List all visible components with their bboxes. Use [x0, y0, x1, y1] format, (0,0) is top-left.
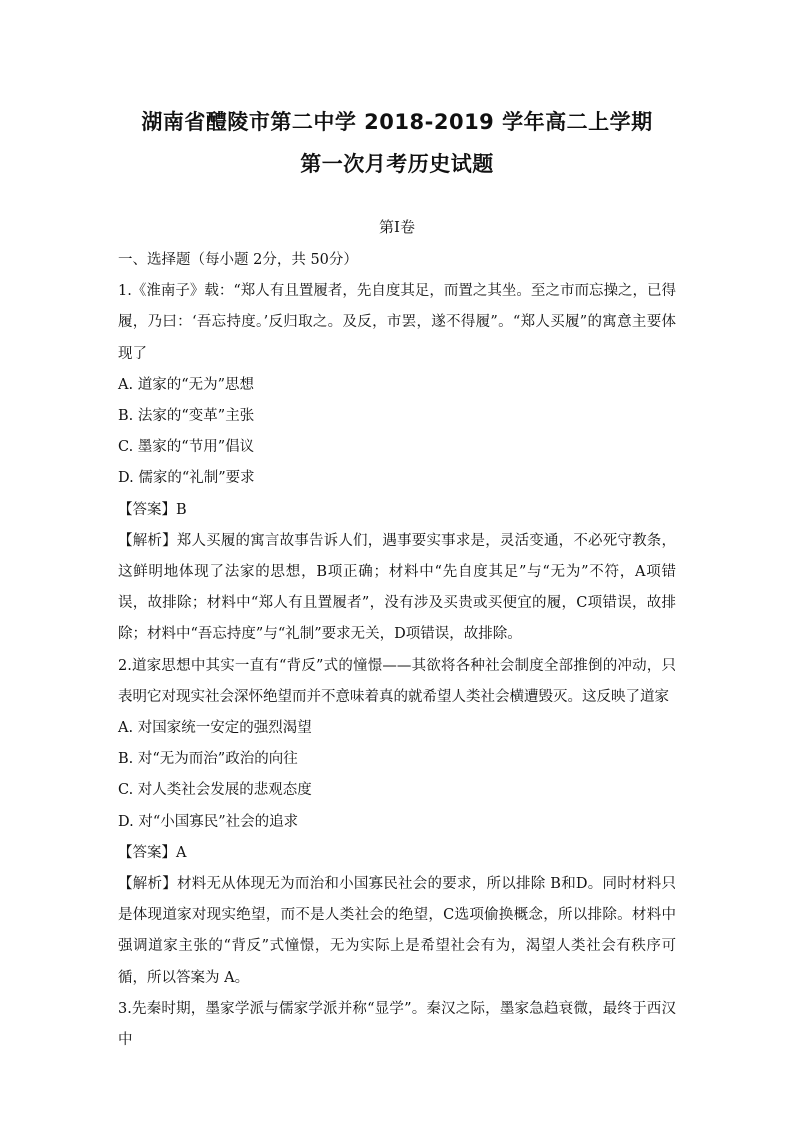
question-2-option-b: B. 对“无为而治”政治的向往 — [118, 751, 298, 768]
question-2-analysis: 【解析】材料无从体现无为而治和小国寡民社会的要求，所以排除 B和D。同时材料只是体现道家对现实绝望，而不是人类社会的绝望，C选项偷换概念，所以排除。材料中强调道家主张的“背反”式憧憬，无为实际上是希望社会有为，渴望人类社会有秩序可循，所以答案为 A。 — [118, 876, 676, 986]
question-1-stem: 1.《淮南子》载：“郑人有且置履者，先自度其足，而置之其坐。至之市而忘操之，已得履，乃曰：‘吾忘持度。’反归取之。及反，市罢，遂不得履”。“郑人买履”的寓意主要体现了 — [118, 283, 676, 362]
question-1-option-c: C. 墨家的“节用”倡议 — [118, 439, 255, 456]
document-title-line1: 湖南省醴陵市第二中学 2018-2019 学年高二上学期 — [141, 110, 653, 134]
question-2-stem: 2.道家思想中其实一直有“背反”式的憧憬——其欲将各种社会制度全部推倒的冲动，只表明它对现实社会深怀绝望而并不意味着真的就希望人类社会横遭毁灭。这反映了道家 — [118, 657, 676, 705]
volume-label: 第Ⅰ卷 — [379, 218, 415, 236]
exam-content — [118, 245, 676, 1056]
section-heading: 一、选择题（每小题 2分，共 50分） — [118, 252, 358, 268]
question-2-option-a: A. 对国家统一安定的强烈渴望 — [118, 720, 312, 737]
question-3-stem: 3.先秦时期，墨家学派与儒家学派并称“显学”。秦汉之际，墨家急趋衰微，最终于西汉中 — [118, 1000, 676, 1049]
question-1-option-d: D. 儒家的“礼制”要求 — [118, 470, 255, 487]
question-2-option-d: D. 对“小国寡民”社会的追求 — [118, 813, 299, 830]
question-1-option-b: B. 法家的“变革”主张 — [118, 408, 255, 425]
question-2-answer: 【答案】A — [118, 844, 187, 861]
question-1-option-a: A. 道家的“无为”思想 — [118, 376, 255, 393]
question-1-answer: 【答案】B — [118, 501, 187, 518]
document-title-line2: 第一次月考历史试题 — [300, 152, 494, 176]
question-1-analysis: 【解析】郑人买履的寓言故事告诉人们，遇事要实事求是，灵活变通，不必死守教条，这鲜明地体现了法家的思想，B项正确；材料中“先自度其足”与“无为”不符，A项错误，故排除；材料中“郑人有且置履者”，没有涉及买贵或买便宜的履，C项错误，故排除；材料中“吾忘持度”与“礼制”要求无关，D项错误，故排除。 — [118, 532, 676, 643]
question-2-option-c: C. 对人类社会发展的悲观态度 — [118, 782, 312, 799]
